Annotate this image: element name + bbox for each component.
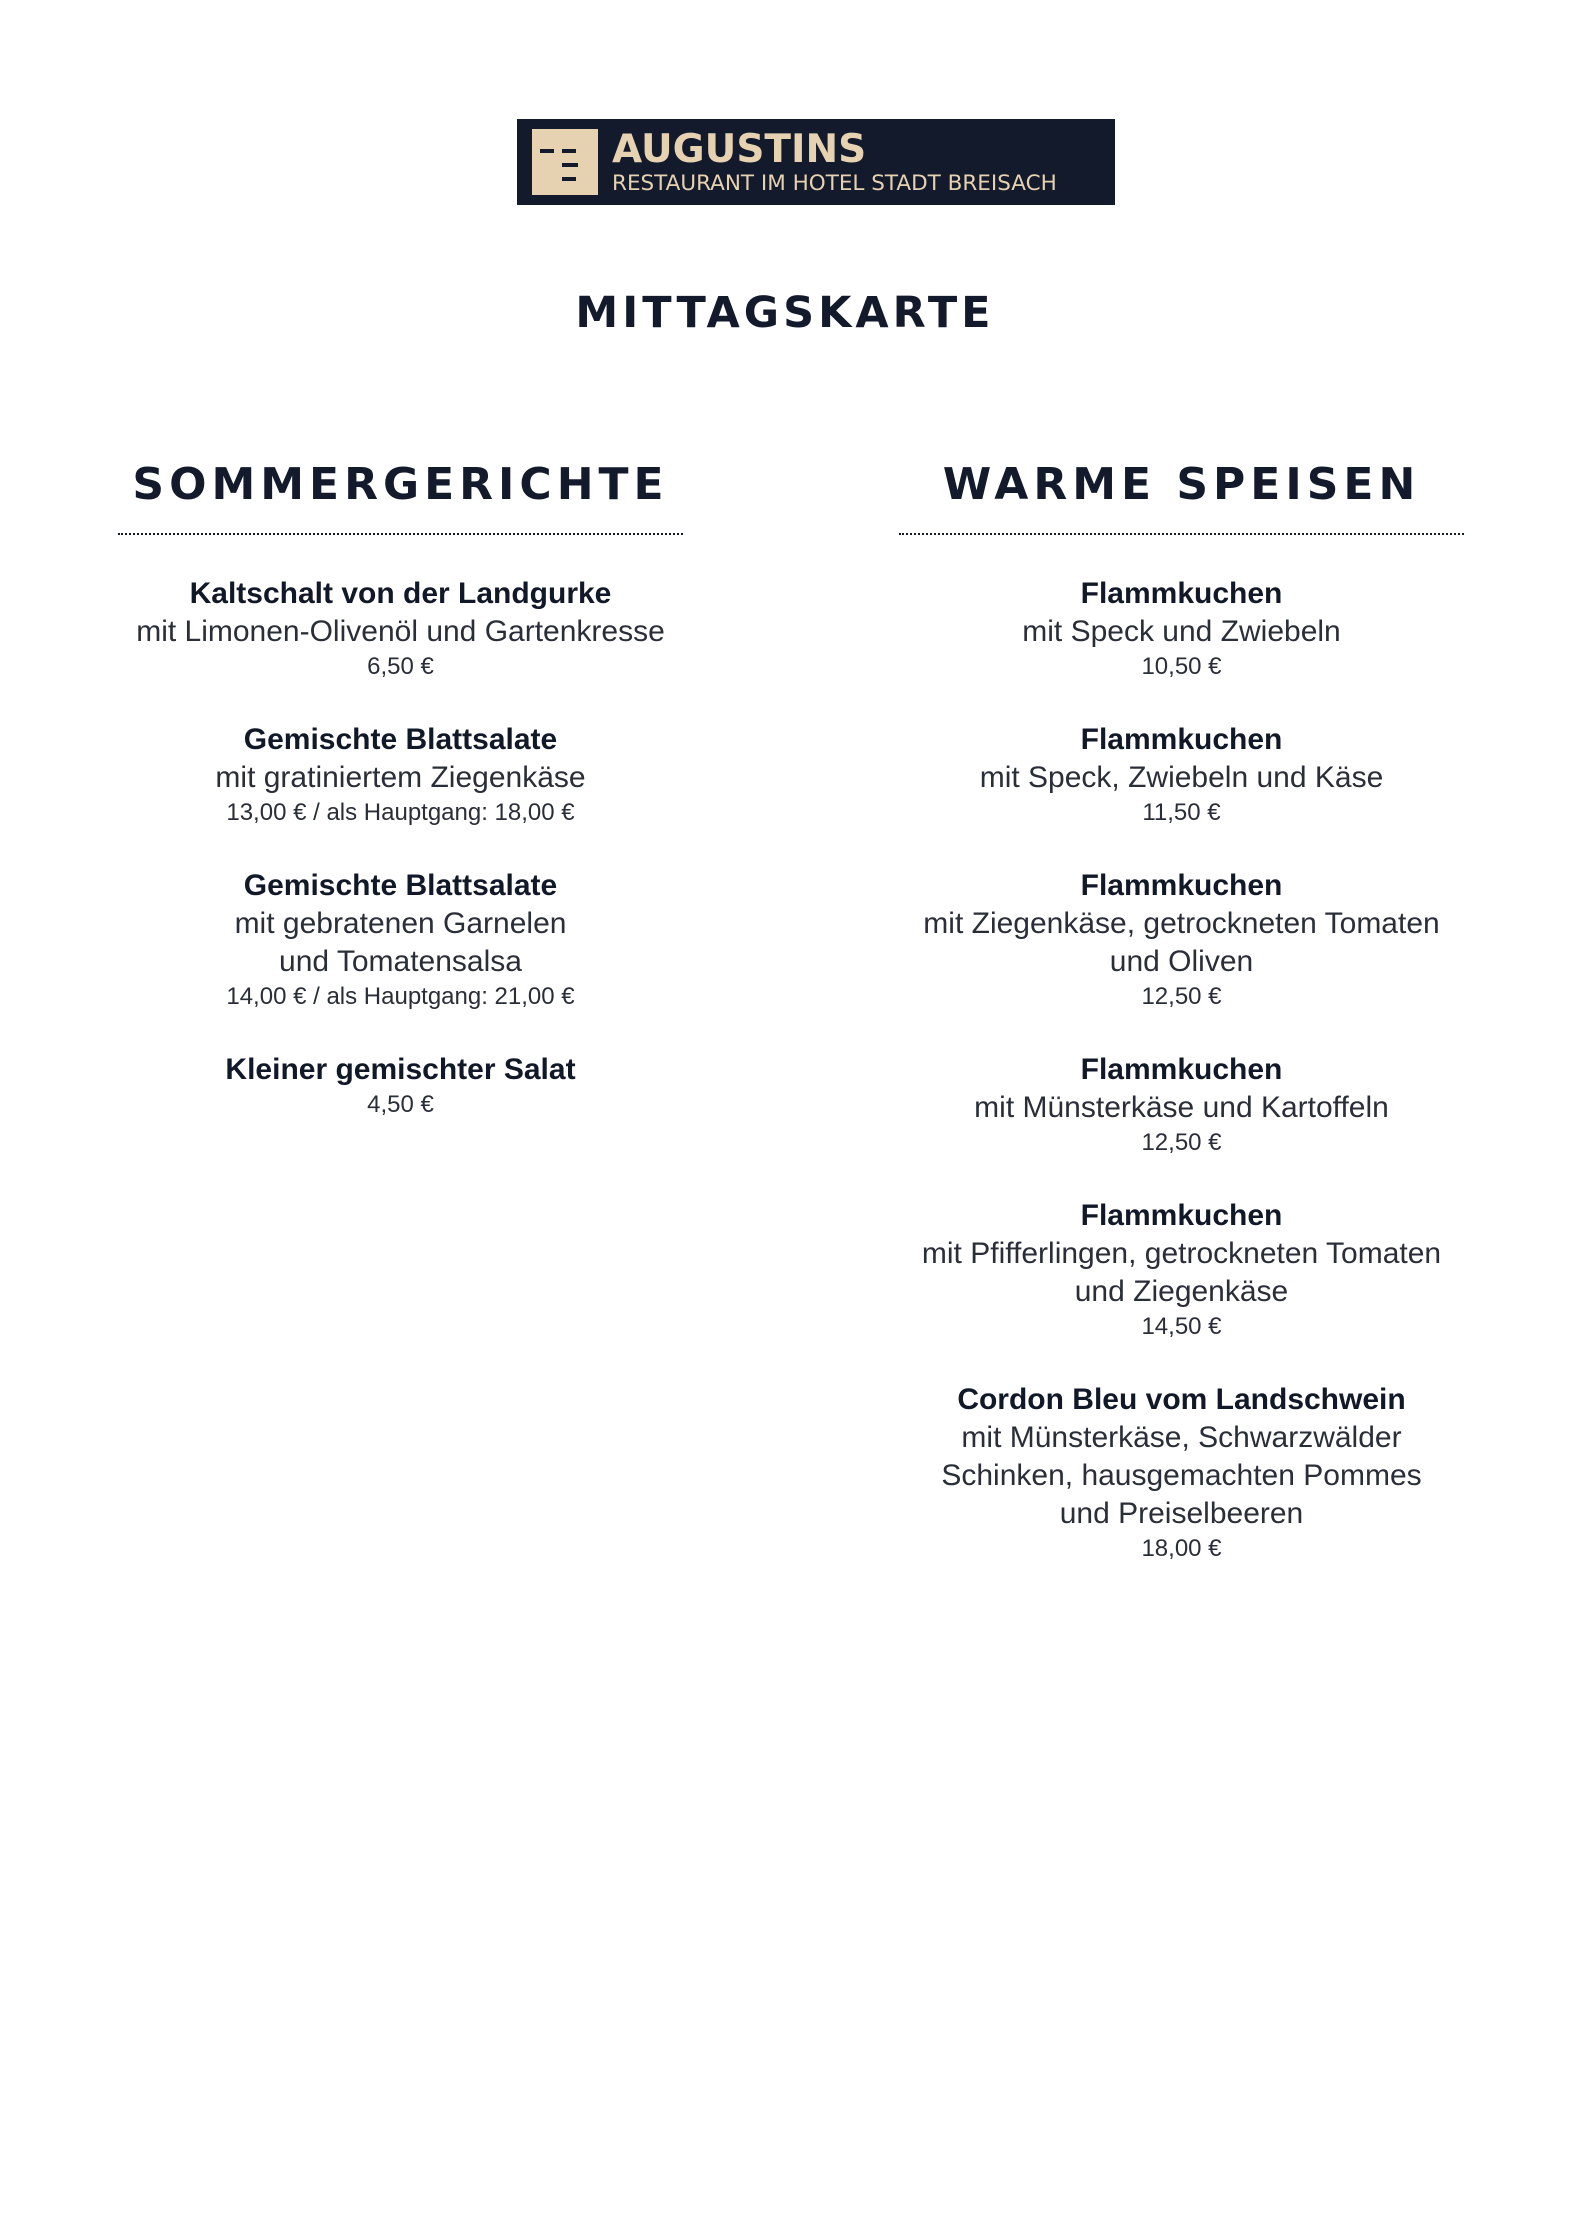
- menu-item: [118, 575, 683, 683]
- dish-description: und Oliven: [1109, 945, 1254, 978]
- dish-name: Flammkuchen: [1080, 1053, 1283, 1086]
- dish-price: 14,50 €: [1141, 1313, 1222, 1340]
- dish-price: 6,50 €: [367, 653, 434, 680]
- dish-price: 4,50 €: [367, 1091, 434, 1118]
- dish-description: mit gratiniertem Ziegenkäse: [215, 761, 586, 794]
- dish-name: Kleiner gemischter Salat: [225, 1053, 576, 1086]
- page-title: MITTAGSKARTE: [575, 288, 995, 338]
- dish-description: mit Pfifferlingen, getrockneten Tomaten: [921, 1237, 1442, 1270]
- logo-subtitle: RESTAURANT IM HOTEL STADT BREISACH: [612, 170, 1057, 196]
- dish-name: Flammkuchen: [1080, 577, 1283, 610]
- dish-description: mit gebratenen Garnelen: [234, 907, 567, 940]
- dish-price: 12,50 €: [1141, 983, 1222, 1010]
- dish-name: Flammkuchen: [1080, 869, 1283, 902]
- dish-description: mit Limonen-Olivenöl und Gartenkresse: [136, 615, 665, 648]
- dish-name: Kaltschalt von der Landgurke: [189, 577, 612, 610]
- menu-item: [899, 867, 1464, 1013]
- dish-name: Gemischte Blattsalate: [243, 723, 558, 756]
- menu-item: [118, 867, 683, 1013]
- section-heading: SOMMERGERICHTE: [132, 459, 669, 510]
- dish-price: 11,50 €: [1142, 799, 1221, 826]
- dish-name: Flammkuchen: [1080, 723, 1283, 756]
- dish-description: mit Münsterkäse, Schwarzwälder: [961, 1421, 1402, 1454]
- dish-description: mit Speck und Zwiebeln: [1022, 615, 1341, 648]
- logo-mark-icon: [532, 129, 598, 195]
- dish-price: 13,00 € / als Hauptgang: 18,00 €: [226, 799, 575, 826]
- menu-item: [899, 721, 1464, 829]
- dish-price: 12,50 €: [1141, 1129, 1222, 1156]
- dotted-divider: [118, 533, 683, 535]
- menu-item: [899, 1381, 1464, 1565]
- section-sommergerichte: [118, 455, 683, 1159]
- dish-description: mit Speck, Zwiebeln und Käse: [979, 761, 1384, 794]
- dish-description: und Ziegenkäse: [1074, 1275, 1289, 1308]
- dish-price: 18,00 €: [1141, 1535, 1222, 1562]
- menu-item: [899, 1051, 1464, 1159]
- dish-description: Schinken, hausgemachten Pommes: [941, 1459, 1422, 1492]
- restaurant-logo: [517, 119, 1115, 205]
- dish-description: und Tomatensalsa: [279, 945, 522, 978]
- dotted-divider: [899, 533, 1464, 535]
- menu-item: [899, 575, 1464, 683]
- dish-price: 14,00 € / als Hauptgang: 21,00 €: [226, 983, 575, 1010]
- menu-item: [118, 1051, 683, 1121]
- logo-text: [612, 126, 1057, 196]
- section-warme-speisen: [899, 455, 1464, 1603]
- dish-description: und Preiselbeeren: [1059, 1497, 1304, 1530]
- menu-item: [118, 721, 683, 829]
- section-heading: WARME SPEISEN: [942, 459, 1421, 510]
- menu-item: [899, 1197, 1464, 1343]
- dish-name: Cordon Bleu vom Landschwein: [957, 1383, 1406, 1416]
- dish-description: mit Ziegenkäse, getrockneten Tomaten: [923, 907, 1440, 940]
- dish-price: 10,50 €: [1141, 653, 1222, 680]
- logo-name: AUGUSTINS: [612, 126, 867, 172]
- dish-description: mit Münsterkäse und Kartoffeln: [974, 1091, 1389, 1124]
- dish-name: Flammkuchen: [1080, 1199, 1283, 1232]
- dish-name: Gemischte Blattsalate: [243, 869, 558, 902]
